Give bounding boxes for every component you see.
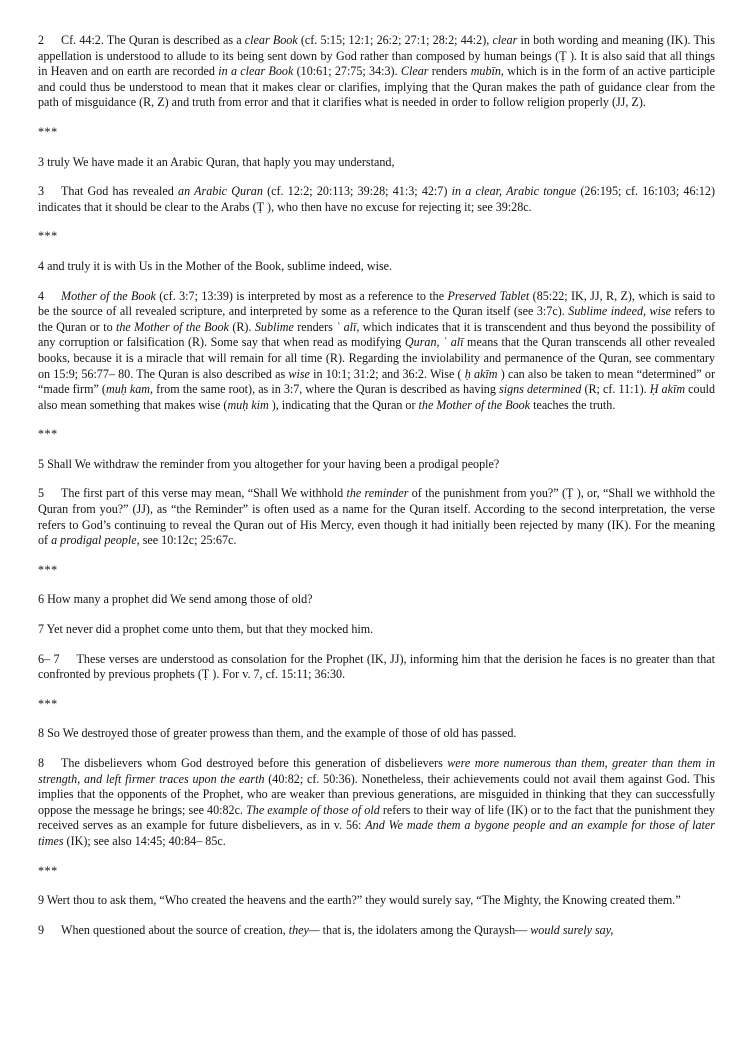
italic-run: the reminder (346, 486, 409, 501)
text-run: of the punishment from you?” (Ṭ ), or, “Shall we withhold the Quran from you?” (JJ), as “the Reminder” is often used as a name for the Quran itself. According to the second interpretation, the verse refers to God’s continuing to reveal the Quran out of His Mercy, even though it had initially been rejected by many (IK). For the meaning of (38, 486, 716, 548)
text-run: in 10:1; 31:2; and 36:2. Wise ( (309, 366, 465, 381)
italic-run: ʿ alī (336, 319, 357, 334)
text-run: , which is in the form of an active participle and could thus be understood to mean that it makes clear or clarifies, implying that the Quran makes the path of guidance clear from the path of misguidance (R, Z) and truth from error and that it clarifies what is needed in order to follow religion properly (JJ, Z). (38, 64, 715, 110)
italic-run: muḥ kim (227, 397, 269, 412)
text-run: refers to their way of life (IK) or to the fact that the punishment they received serves as an example for future disbelievers, as in v. 56: (38, 802, 715, 833)
text-run: The first part of this verse may mean, “Shall We withhold (61, 486, 347, 501)
italic-run: Ḥ akīm (649, 382, 686, 397)
verse-paragraph (38, 622, 715, 638)
verse-paragraph (38, 893, 715, 909)
text-run: (85:22; IK, JJ, R, Z), which is said to be the source of all revealed scripture, and interpreted by some as a reference to the Quran itself (see 3:7c). (38, 288, 716, 319)
italic-run: ḥ akīm (464, 366, 498, 381)
text-run: 4 and truly it is with Us in the Mother of the Book, sublime indeed, wise. (38, 258, 393, 273)
section-separator: *** (38, 427, 58, 442)
text-run: renders (293, 319, 337, 334)
text-run: (R). (228, 319, 255, 334)
commentary-number: 2 (38, 33, 45, 47)
italic-run: in a clear, Arabic tongue (451, 184, 577, 199)
commentary-paragraph (38, 33, 715, 111)
text-run: These verses are understood as consolation for the Prophet (IK, JJ), informing him that the derision he faces is no greater than that confronted by previous prophets (Ṭ ). For v. 7, cf. 15:11; 36:30. (38, 651, 715, 682)
commentary-number: 4 (38, 288, 45, 303)
text-run: (cf. 12:2; 20:113; 39:28; 41:3; 42:7) (262, 184, 452, 199)
text-run: ), indicating that the Quran or (268, 397, 419, 412)
text-run: means that the Quran transcends all other revealed books, because it is a miracle that will remain for all time (R). Regarding the inviolability and permanence of the Quran, see commentary on 15:9; 56:77– 80. The Quran is also described as (38, 335, 715, 381)
text-run: When questioned about the source of creation, (61, 922, 289, 937)
text-run: (26:195; cf. 16:103; 46:12) indicates that it should be clear to the Arabs (Ṭ ), who then have no excuse for rejecting it; see 39:28c. (38, 184, 715, 214)
italic-run: Mother of the Book (61, 288, 156, 303)
section-separator: *** (38, 229, 58, 244)
commentary-paragraph (38, 756, 715, 850)
text-run: refers to the Quran or to (38, 304, 715, 334)
text-run: (R; cf. 11:1). (581, 382, 650, 397)
italic-run: ʿ alī (443, 335, 464, 350)
text-run: 6 How many a prophet did We send among those of old? (38, 592, 313, 607)
text-run: 8 So We destroyed those of greater prowess than them, and the example of those of old has passed. (38, 726, 517, 741)
text-run: 9 Wert thou to ask them, “Who created the heavens and the earth?” they would surely say, “The Mighty, the Knowing created them.” (38, 893, 681, 908)
verse-paragraph (38, 726, 715, 742)
section-separator: *** (38, 696, 58, 711)
italic-run: would surely say, (530, 922, 614, 937)
commentary-paragraph (38, 289, 715, 414)
commentary-paragraph (38, 184, 715, 215)
text-run: in both wording and meaning (IK). This appellation is understood to allude to its being sent down by God rather than composed by human beings (Ṭ ). It is also said that all things in Heaven and on earth are recorded (38, 33, 716, 79)
text-run: that is, the idolaters among the Quraysh— (319, 922, 531, 937)
section-separator: *** (38, 562, 58, 577)
commentary-paragraph (38, 486, 715, 548)
italic-run: The example of those of old (246, 802, 380, 817)
italic-run: they— (288, 922, 320, 937)
italic-run: mubīn (470, 64, 501, 79)
verse-paragraph (38, 259, 715, 275)
italic-run: were more numerous than them, greater than them in strength, and left firmer traces upon the earth (38, 756, 715, 786)
italic-run: Quran (404, 335, 437, 350)
italic-run: the Mother of the Book (116, 319, 229, 334)
italic-run: Sublime (254, 319, 294, 334)
commentary-paragraph (38, 652, 715, 683)
section-separator: *** (38, 124, 58, 139)
text-run: , which indicates that it is transcendent and thus beyond the possibility of any corruption or falsification (R). Some say that when read as modifying (38, 319, 715, 350)
text-run: (cf. 3:7; 13:39) is interpreted by most as a reference to the (155, 288, 448, 303)
italic-run: a prodigal people, (51, 533, 140, 548)
text-run: (IK); see also 14:45; 40:84– 85c. (63, 833, 226, 848)
italic-run: And We made them a bygone people and an example for those of later times (38, 818, 715, 848)
section-separator: *** (38, 863, 58, 878)
text-run: (10:61; 27:75; 34:3). (293, 64, 401, 79)
text-run: 7 Yet never did a prophet come unto them, but that they mocked him. (38, 622, 374, 637)
text-run: (cf. 5:15; 12:1; 26:2; 27:1; 28:2; 44:2), (297, 33, 493, 47)
italic-run: signs determined (499, 382, 582, 397)
text-run: could also mean something that makes wise ( (38, 382, 716, 412)
commentary-number: 8 (38, 756, 45, 770)
text-run: ) can also be taken to mean “determined” or “made firm” ( (38, 366, 715, 397)
italic-run: Clear (400, 64, 429, 79)
verse-paragraph (38, 592, 715, 608)
text-run: , (436, 335, 444, 350)
italic-run: muḥ kam (105, 382, 151, 397)
text-run: That God has revealed (61, 184, 179, 199)
italic-run: in a clear Book (218, 64, 294, 79)
italic-run: clear (492, 33, 518, 47)
verse-paragraph (38, 457, 715, 473)
text-run: Cf. 44:2. The Quran is described as a (61, 33, 245, 47)
italic-run: an Arabic Quran (178, 184, 263, 199)
italic-run: Preserved Tablet (447, 288, 530, 303)
commentary-number: 5 (38, 486, 45, 501)
italic-run: wise (288, 366, 310, 381)
text-run: (40:82; cf. 50:36). Nonetheless, their achievements could not avail them against God. This implies that the opponents of the Prophet, who are weaker than previous generations, are misguided in thinking that they can successfully oppose the message he brings; see 40:82c. (38, 771, 716, 817)
text-run: renders (428, 64, 471, 79)
commentary-paragraph (38, 923, 715, 939)
commentary-number: 3 (38, 184, 45, 199)
text-run: 3 truly We have made it an Arabic Quran, that haply you may understand, (38, 154, 395, 169)
commentary-number: 6– 7 (38, 651, 60, 666)
italic-run: Sublime indeed, wise (568, 304, 672, 319)
text-run: The disbelievers whom God destroyed before this generation of disbelievers (61, 756, 448, 770)
text-run: teaches the truth. (530, 397, 616, 412)
document-body (38, 33, 715, 938)
commentary-number: 9 (38, 922, 45, 937)
italic-run: the Mother of the Book (418, 397, 531, 412)
italic-run: clear Book (244, 33, 298, 47)
verse-paragraph (38, 155, 715, 171)
text-run: see 10:12c; 25:67c. (139, 533, 237, 548)
text-run: 5 Shall We withdraw the reminder from you altogether for your having been a prodigal people? (38, 456, 500, 471)
text-run: , from the same root), as in 3:7, where the Quran is described as having (150, 382, 499, 397)
